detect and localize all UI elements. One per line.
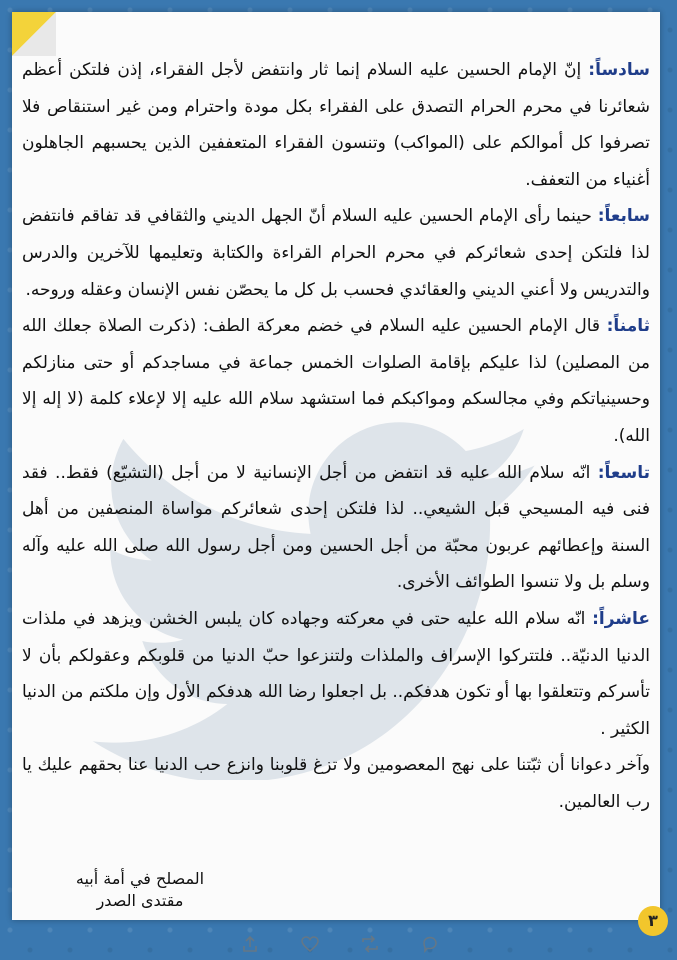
folded-corner-shadow: [12, 12, 56, 56]
paragraph-label: تاسعاً:: [597, 462, 650, 483]
paragraph-label: سادساً:: [588, 60, 650, 80]
retweet-icon[interactable]: [360, 934, 380, 954]
paragraph-sixth: [22, 52, 650, 198]
page-number-badge: ٣: [638, 906, 668, 936]
paragraph-text: حينما رأى الإمام الحسين عليه السلام أنّ الجهل الديني والثقافي قد تفاقم فانتفض لذا فلتكن إحدى شعائركم في محرم الحرام القراءة والكتابة وتعليمها للآخرين والدرس والتدريس ولا أعني الديني والعقائدي فحسب بل كل ما يحصّن نفس الإنسان وعقله وروحه.: [22, 206, 650, 300]
paragraph-label: ثامناً:: [606, 316, 650, 337]
paragraph-text: وآخر دعوانا أن ثبّتنا على نهج المعصومين ولا تزغ قلوبنا وانزع حب الدنيا عنا بحقهم عليك يا رب العالمين.: [22, 755, 650, 812]
tweet-action-bar: [0, 926, 677, 960]
closing-prayer: [22, 747, 650, 820]
paragraph-text: انّه سلام الله عليه قد انتفض من أجل الإنسانية لا من أجل (التشيّع) فقط.. فقد فنى فيه المسيحي قبل الشيعي.. لذا فلتكن إحدى شعائركم مواساة المنصفين من أهل السنة وإعطائهم عربون محبّة من أجل الحسين ومن أجل رسول الله صلى الله عليه وآله وسلم بل ولا تنسوا الطوائف الأخرى.: [22, 462, 650, 593]
document-body: [22, 52, 650, 820]
signature-name: مقتدى الصدر: [96, 891, 184, 910]
paragraph-text: انّه سلام الله عليه حتى في معركته وجهاده كان يلبس الخشن ويزهد في ملذات الدنيا الدنيّة.. فلتتركوا الإسراف والملذات ولتنزعوا حبّ الدنيا من قلوبكم وعقولكم بأن لا تأسركم وتتعلقوا بها أو تكون هدفكم.. بل اجعلوا رضا الله هدفكم الأول وإن ملكتم من الدنيا الكثير .: [22, 608, 650, 739]
like-icon[interactable]: [300, 934, 320, 954]
signature-block: [55, 868, 225, 912]
paragraph-seventh: [22, 198, 650, 308]
signature-title: المصلح في أمة أبيه: [75, 869, 205, 888]
paragraph-label: سابعاً:: [597, 206, 650, 227]
paragraph-ninth: [22, 455, 650, 601]
paragraph-eighth: [22, 308, 650, 454]
paragraph-text: قال الإمام الحسين عليه السلام في خضم معركة الطف: (ذكرت الصلاة جعلك الله من المصلين) لذا عليكم بإقامة الصلوات الخمس جماعة في مساجدكم أو حتى منازلكم وحسينياتكم وفي مجالسكم ومواكبكم فما استشهد سلام الله عليه إلا لإعلاء كلمة (لا إله إلا الله).: [22, 316, 650, 446]
reply-icon[interactable]: [420, 934, 440, 954]
paragraph-label: عاشراً:: [592, 608, 650, 629]
share-icon[interactable]: [240, 934, 260, 954]
paragraph-text: إنّ الإمام الحسين عليه السلام إنما ثار وانتفض لأجل الفقراء، إذن فلتكن أعظم شعائرنا في محرم الحرام التصدق على الفقراء بكل مودة واحترام ومن غير استنقاص فلا تصرفوا كل أموالكم على (المواكب) وتنسون الفقراء المتعففين الذين يحسبهم الجاهلون أغنياء من التعفف.: [22, 60, 650, 190]
paragraph-tenth: [22, 601, 650, 747]
